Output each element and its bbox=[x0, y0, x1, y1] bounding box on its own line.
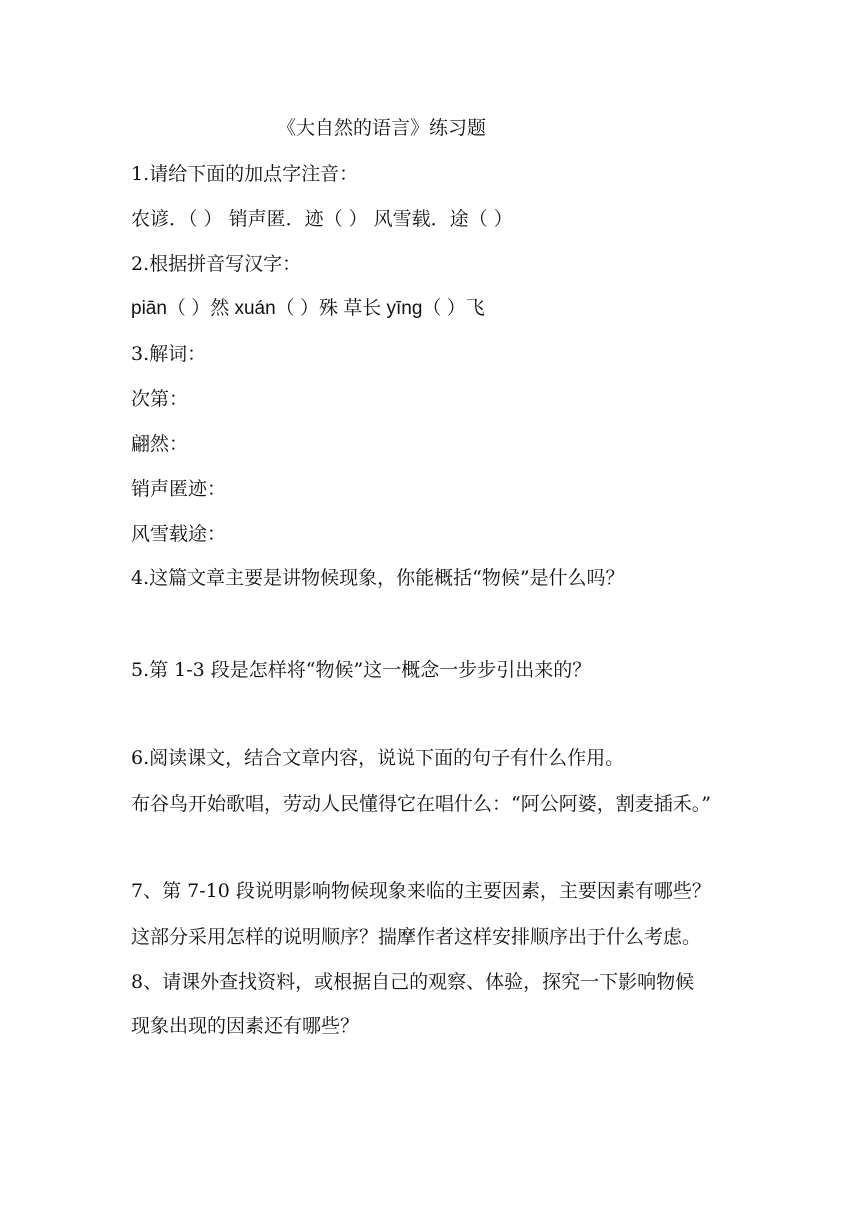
question-6: 6.阅读课文，结合文章内容，说说下面的句子有什么作用。 bbox=[131, 747, 625, 769]
question-3-term-1: 次第： bbox=[131, 388, 189, 410]
question-7: 7、第 7-10 段说明影响物候现象来临的主要因素，主要因素有哪些？ bbox=[131, 880, 711, 902]
question-8: 8、请课外查找资料，或根据自己的观察、体验，探究一下影响物候 bbox=[131, 971, 695, 993]
question-1-items: 农谚．（ ） 销声匿．迹（ ） 风雪载．途（ ） bbox=[131, 208, 513, 230]
question-3: 3.解词： bbox=[131, 343, 207, 365]
question-5: 5.第 1-3 段是怎样将“物候”这一概念一步步引出来的？ bbox=[131, 659, 592, 681]
question-1: 1.请给下面的加点字注音： bbox=[131, 163, 359, 185]
question-3-term-3: 销声匿迹： bbox=[131, 478, 227, 500]
question-7-continued: 这部分采用怎样的说明顺序？揣摩作者这样安排顺序出于什么考虑。 bbox=[131, 926, 702, 948]
question-2: 2.根据拼音写汉字： bbox=[131, 253, 302, 275]
question-6-quote: 布谷鸟开始歌唱，劳动人民懂得它在唱什么：“阿公阿婆，割麦插禾。” bbox=[131, 793, 711, 815]
question-3-term-4: 风雪载途： bbox=[131, 523, 227, 545]
question-2-items: piān（ ）然 xuán（ ）殊 草长 yīng（ ）飞 bbox=[131, 298, 485, 319]
question-3-term-2: 翩然： bbox=[131, 433, 189, 455]
question-4: 4.这篇文章主要是讲物候现象，你能概括“物候”是什么吗？ bbox=[131, 567, 625, 589]
question-8-continued: 现象出现的因素还有哪些？ bbox=[131, 1015, 360, 1037]
page-title: 《大自然的语言》练习题 bbox=[277, 117, 487, 139]
